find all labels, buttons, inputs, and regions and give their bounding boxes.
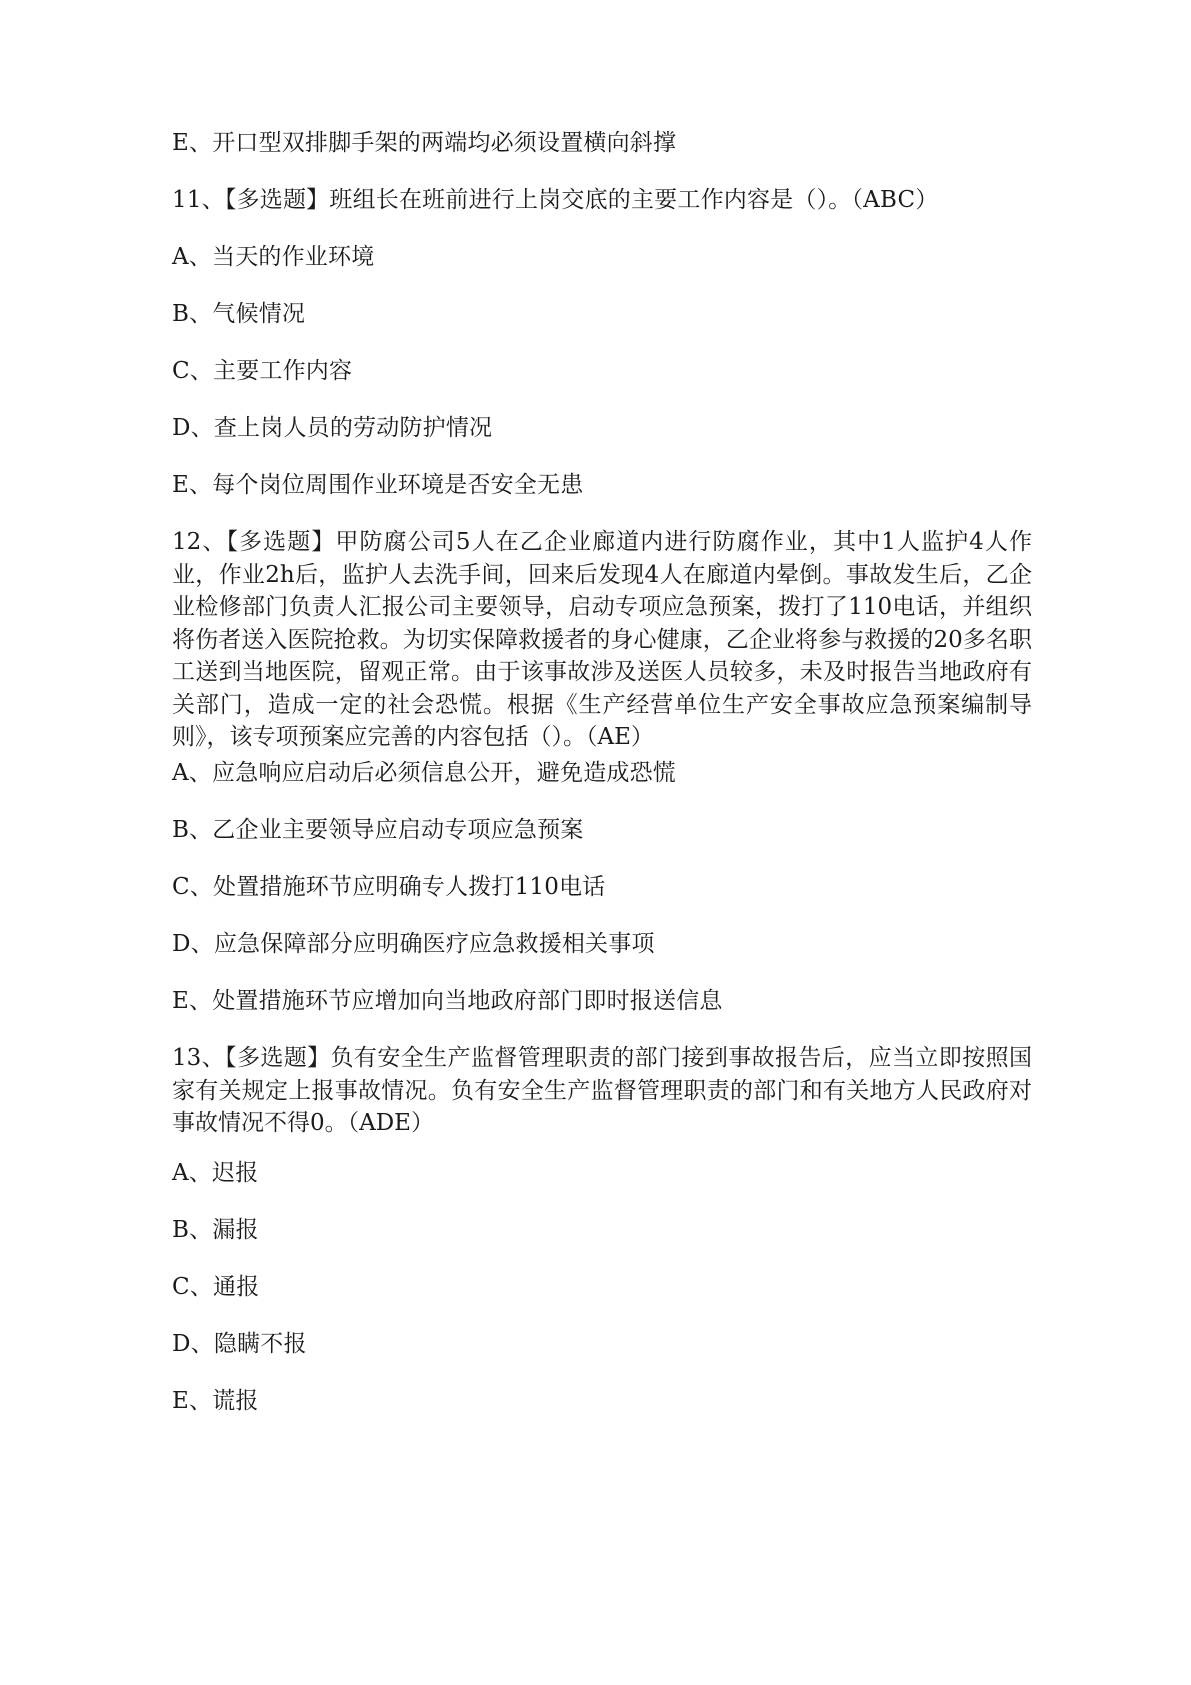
q12-option-c: C、处置措施环节应明确专人拨打110电话	[172, 874, 606, 900]
q10-option-e: E、开口型双排脚手架的两端均必须设置横向斜撑	[172, 130, 677, 156]
q12-option-b: B、乙企业主要领导应启动专项应急预案	[172, 817, 584, 843]
q12-stem: 12、【多选题】甲防腐公司5人在乙企业廊道内进行防腐作业，其中1人监护4人作业，作业2h后，监护人去洗手间，回来后发现4人在廊道内晕倒。事故发生后，乙企业检修部门负责人汇报公司主要领导，启动专项应急预案，拨打了110电话，并组织将伤者送入医院抢救。为切实保障救援者的身心健康，乙企业将参与救援的20多名职工送到当地医院，留观正常。由于该事故涉及送医人员较多，未及时报告当地政府有关部门，造成一定的社会恐慌。根据《生产经营单位生产安全事故应急预案编制导则》，该专项预案应完善的内容包括（）。（AE）	[172, 529, 1032, 750]
q12-option-d: D、应急保障部分应明确医疗应急救援相关事项	[172, 931, 655, 957]
q11-option-c: C、主要工作内容	[172, 358, 353, 384]
q12-option-a: A、应急响应启动后必须信息公开，避免造成恐慌	[172, 760, 677, 786]
q11-option-d: D、查上岗人员的劳动防护情况	[172, 415, 493, 441]
q13-option-e: E、谎报	[172, 1388, 259, 1414]
q13-option-d: D、隐瞒不报	[172, 1331, 307, 1357]
q13-option-b: B、漏报	[172, 1217, 259, 1243]
q11-stem: 11、【多选题】班组长在班前进行上岗交底的主要工作内容是（）。（ABC）	[172, 187, 939, 213]
q11-option-a: A、当天的作业环境	[172, 244, 375, 270]
q11-option-e: E、每个岗位周围作业环境是否安全无患	[172, 472, 584, 498]
q12-option-e: E、处置措施环节应增加向当地政府部门即时报送信息	[172, 988, 723, 1014]
q13-option-c: C、通报	[172, 1274, 260, 1300]
q13-option-a: A、迟报	[172, 1160, 259, 1186]
q11-option-b: B、气候情况	[172, 301, 306, 327]
q13-stem: 13、【多选题】负有安全生产监督管理职责的部门接到事故报告后，应当立即按照国家有关规定上报事故情况。负有安全生产监督管理职责的部门和有关地方人民政府对事故情况不得0。（ADE）	[172, 1045, 1032, 1136]
